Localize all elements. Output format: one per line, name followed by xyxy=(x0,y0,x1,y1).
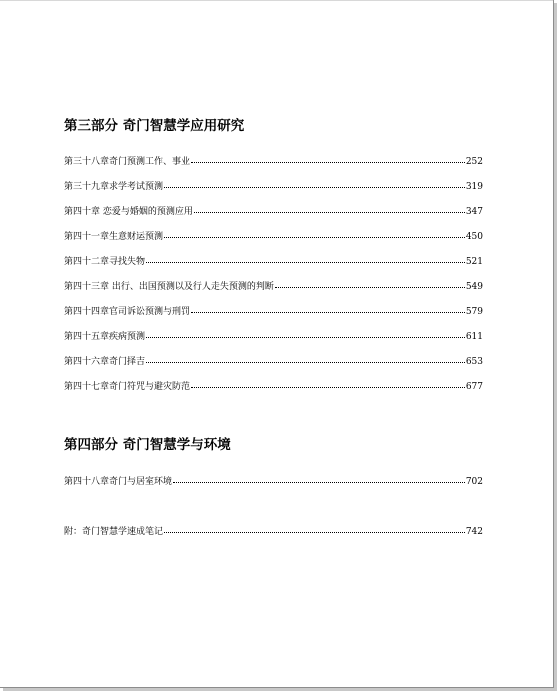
toc-entry[interactable] xyxy=(64,476,483,501)
toc-entry[interactable] xyxy=(64,331,483,356)
toc-entry-page: 653 xyxy=(465,357,483,367)
toc-entry-label: 第四十八章奇门与居室环境 xyxy=(64,477,173,487)
toc-entry[interactable] xyxy=(64,156,483,181)
toc-entry-label: 第四十二章寻找失物 xyxy=(64,257,146,267)
toc-dot-leader xyxy=(164,236,465,238)
toc-entry-page: 611 xyxy=(465,332,483,342)
toc-entry-page: 347 xyxy=(465,207,483,217)
part3-title: 第三部分 奇门智慧学应用研究 xyxy=(64,118,245,134)
toc-dot-leader xyxy=(191,311,465,313)
toc-entry-page: 252 xyxy=(465,157,483,167)
toc-dot-leader xyxy=(164,531,465,533)
toc-entry[interactable] xyxy=(64,181,483,206)
toc-entry-label: 第三十八章奇门预测工作、事业 xyxy=(64,157,191,167)
toc-entry-label: 第四十章 恋爱与婚姻的预测应用 xyxy=(64,207,193,217)
toc-appendix-list xyxy=(64,526,483,551)
toc-entry[interactable] xyxy=(64,356,483,381)
toc-entry-label: 第四十五章疾病预测 xyxy=(64,332,146,342)
toc-entry-page: 742 xyxy=(465,527,483,537)
toc-entry-page: 677 xyxy=(465,382,483,392)
toc-entry[interactable] xyxy=(64,206,483,231)
toc-entry[interactable] xyxy=(64,256,483,281)
toc-entry-page: 549 xyxy=(465,282,483,292)
toc-entry-label: 第四十四章官司诉讼预测与刑罚 xyxy=(64,307,191,317)
toc-dot-leader xyxy=(146,361,465,363)
toc-entry-label: 第四十三章 出行、出国预测以及行人走失预测的判断 xyxy=(64,282,274,292)
toc-entry[interactable] xyxy=(64,306,483,331)
toc-dot-leader xyxy=(164,186,465,188)
toc-entry-label: 第三十九章求学考试预测 xyxy=(64,182,164,192)
page-top-edge xyxy=(0,0,553,1)
toc-entry-page: 319 xyxy=(465,182,483,192)
toc-entry[interactable] xyxy=(64,281,483,306)
toc-dot-leader xyxy=(146,336,465,338)
toc-part3-list xyxy=(64,156,483,406)
toc-entry-page: 579 xyxy=(465,307,483,317)
toc-entry-label: 第四十六章奇门择吉 xyxy=(64,357,146,367)
toc-entry[interactable] xyxy=(64,231,483,256)
toc-entry[interactable] xyxy=(64,381,483,406)
toc-entry-label: 附：奇门智慧学速成笔记 xyxy=(64,527,164,537)
toc-dot-leader xyxy=(191,386,465,388)
toc-entry-label: 第四十一章生意财运预测 xyxy=(64,232,164,242)
toc-entry-page: 521 xyxy=(465,257,483,267)
toc-part4-list xyxy=(64,476,483,501)
toc-dot-leader xyxy=(275,286,465,288)
toc-dot-leader xyxy=(194,211,465,213)
toc-entry-appendix[interactable] xyxy=(64,526,483,551)
toc-entry-label: 第四十七章奇门符咒与避灾防范 xyxy=(64,382,191,392)
toc-dot-leader xyxy=(173,481,465,483)
toc-dot-leader xyxy=(191,161,465,163)
part4-title: 第四部分 奇门智慧学与环境 xyxy=(64,437,231,453)
toc-entry-page: 450 xyxy=(465,232,483,242)
toc-entry-page: 702 xyxy=(465,477,483,487)
toc-dot-leader xyxy=(146,261,465,263)
